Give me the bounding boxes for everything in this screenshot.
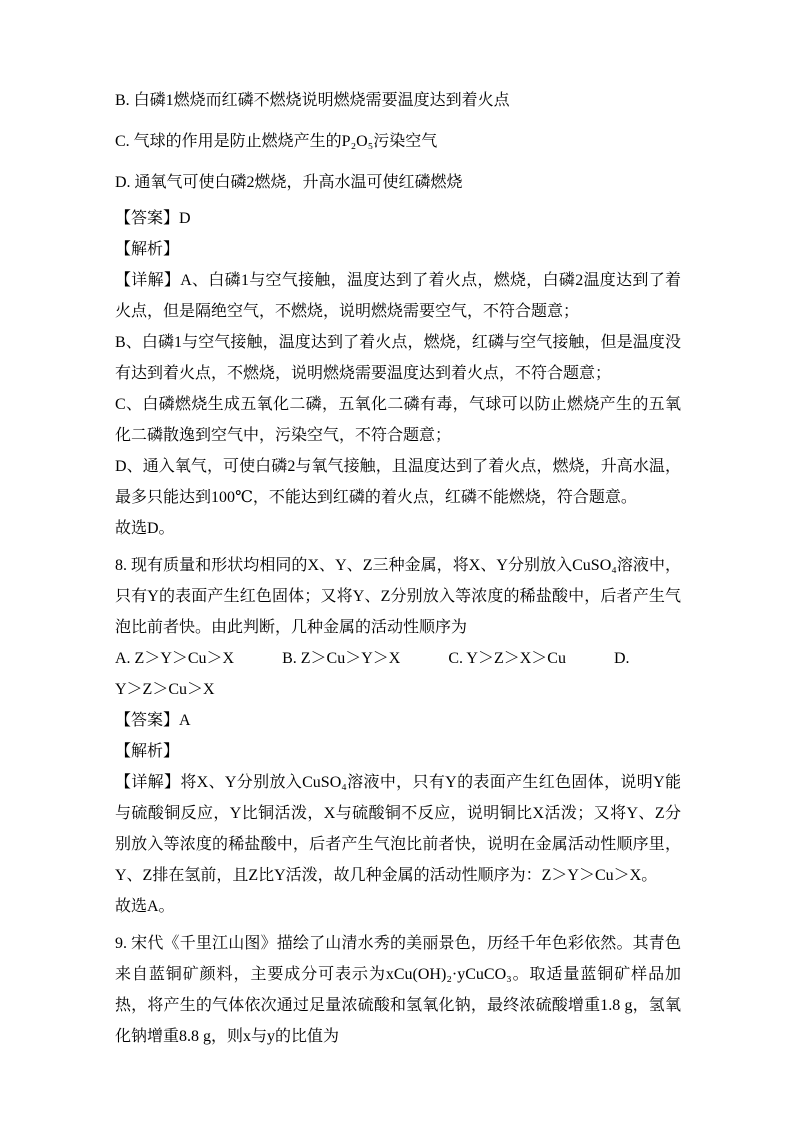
question-7-detail-a: 【详解】A、白磷1与空气接触，温度达到了着火点，燃烧，白磷2温度达到了着火点，但是隔绝空气，不燃烧，说明燃烧需要空气，不符合题意； [115, 272, 681, 320]
question-7-option-b: B. 白磷1燃烧而红磷不燃烧说明燃烧需要温度达到着火点 [115, 92, 510, 109]
question-8-options-line-2: Y＞Z＞Cu＞X [115, 681, 215, 698]
question-7-conclusion: 故选D。 [115, 520, 175, 537]
question-7-answer-line: 【答案】D [115, 210, 191, 227]
question-7-detail-c: C、白磷燃烧生成五氧化二磷，五氧化二磷有毒，气球可以防止燃烧产生的五氧化二磷散逸到空气中，污染空气，不符合题意； [115, 396, 681, 444]
question-7-detail-b: B、白磷1与空气接触，温度达到了着火点，燃烧，红磷与空气接触，但是温度没有达到着火点，不燃烧，说明燃烧需要温度达到着火点，不符合题意； [115, 334, 681, 382]
document-page [115, 80, 681, 1052]
question-7-option-d: D. 通氧气可使白磷2燃烧，升高水温可使红磷燃烧 [115, 174, 463, 191]
question-8-options-line-1: A. Z＞Y＞Cu＞X B. Z＞Cu＞Y＞X C. Y＞Z＞X＞Cu D. [115, 650, 630, 667]
question-8-detail: 【详解】将X、Y分别放入CuSO₄溶液中，只有Y的表面产生红色固体，说明Y能与硫酸铜反应，Y比铜活泼，X与硫酸铜不反应，说明铜比X活泼；又将Y、Z分别放入等浓度的稀盐酸中，后者产生气泡比前者快，说明在金属活动性顺序里，Y、Z排在氢前，且Z比Y活泼，故几种金属的活动性顺序为：Z＞Y＞Cu＞X。 [115, 774, 681, 884]
question-9-stem: 9. 宋代《千里江山图》描绘了山清水秀的美丽景色，历经千年色彩依然。其青色来自蓝铜矿颜料，主要成分可表示为xCu(OH)₂·yCuCO₃。取适量蓝铜矿样品加热，将产生的气体依次通过足量浓硫酸和氢氧化钠，最终浓硫酸增重1.8 g，氢氧化钠增重8.8 g，则x与y的比值为 [115, 935, 681, 1045]
question-8-conclusion: 故选A。 [115, 898, 175, 915]
question-8-answer-line: 【答案】A [115, 712, 191, 729]
question-7-option-c: C. 气球的作用是防止燃烧产生的P₂O₅污染空气 [115, 133, 438, 150]
question-7-detail-d: D、通入氧气，可使白磷2与氧气接触，且温度达到了着火点，燃烧，升高水温，最多只能达到100℃，不能达到红磷的着火点，红磷不能燃烧，符合题意。 [115, 458, 681, 506]
question-8-analysis-label: 【解析】 [115, 743, 180, 760]
question-7-analysis-label: 【解析】 [115, 241, 180, 258]
question-8-stem: 8. 现有质量和形状均相同的X、Y、Z三种金属，将X、Y分别放入CuSO₄溶液中，只有Y的表面产生红色固体；又将Y、Z分别放入等浓度的稀盐酸中，后者产生气泡比前者快。由此判断，几种金属的活动性顺序为 [115, 557, 681, 636]
